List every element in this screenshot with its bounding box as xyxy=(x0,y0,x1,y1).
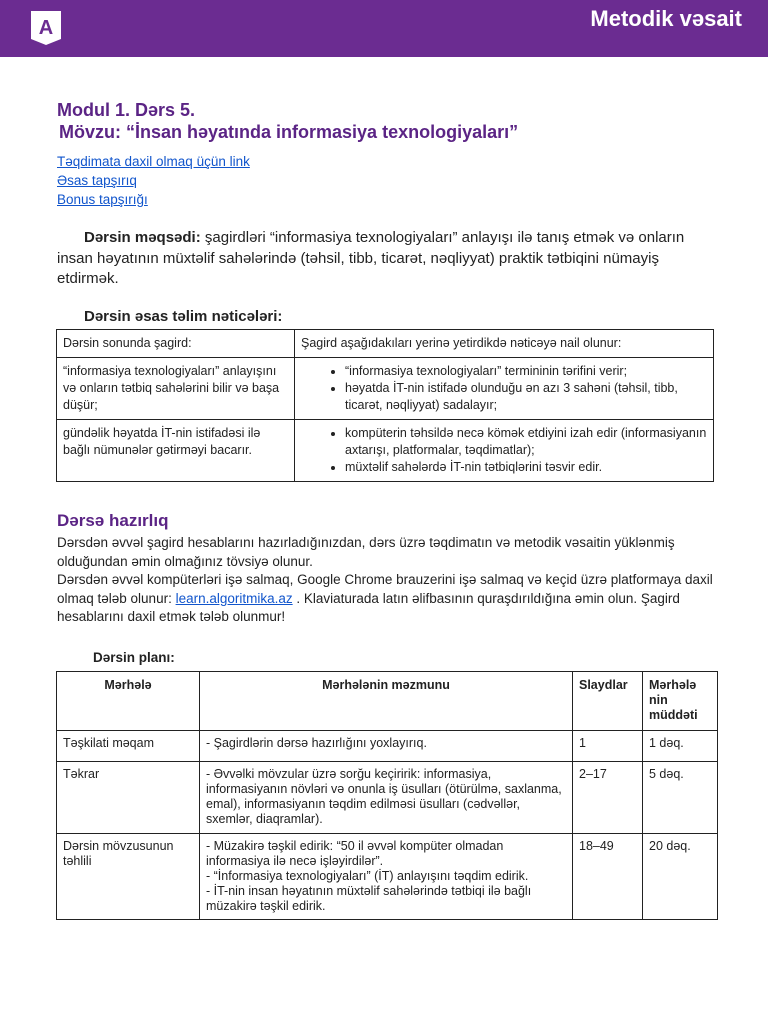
header-title: Metodik vəsait xyxy=(590,6,742,31)
goal-label: Dərsin məqsədi: xyxy=(84,229,201,246)
lesson-goal xyxy=(57,228,717,290)
content-cell: - Əvvəlki mövzular üzrə sorğu keçiririk: informasiya, informasiyanın növləri və onunla iş üsulları (ötürülmə, saxlanma, emal), informasiyanın təqdim edilməsi üsulları (cədvəllər, sxemlər, diaqramlar). xyxy=(200,762,573,834)
outcome-description: “informasiya texnologiyaları” anlayışını və onların tətbiq sahələrini bilir və başa düşür; xyxy=(57,358,295,420)
stage-cell: Dərsin mövzusunun təhlili xyxy=(57,834,200,920)
content-cell: - Şagirdlərin dərsə hazırlığını yoxlayırıq. xyxy=(200,731,573,762)
list-item: • kompüterin təhsildə necə kömək etdiyini izah edir (informasiyanın axtarışı, platformalar, təqdimatlar); xyxy=(345,425,707,459)
platform-link[interactable]: learn.algoritmika.az xyxy=(175,590,293,606)
presentation-link[interactable]: Təqdimata daxil olmaq üçün link xyxy=(57,154,250,169)
duration-cell: 1 dəq. xyxy=(643,731,718,762)
stage-cell: Təşkilati məqam xyxy=(57,731,200,762)
slides-cell: 2–17 xyxy=(573,762,643,834)
links-list xyxy=(57,152,250,209)
prep-section xyxy=(57,534,717,627)
table-header-row xyxy=(57,330,714,358)
outcome-description: gündəlik həyatda İT-nin istifadəsi ilə bağlı nümunələr gətirməyi bacarır. xyxy=(57,420,295,482)
table-row xyxy=(57,420,714,482)
content-header: Mərhələnin məzmunu xyxy=(200,672,573,731)
plan-title: Dərsin planı: xyxy=(93,650,175,665)
prep-paragraph-1: Dərsdən əvvəl şagird hesablarını hazırladığınızdan, dərs üzrə təqdimatın və metodik vəsaitin yüklənmiş olduğundan əmin olmağınız tövsiyə olunur. xyxy=(57,535,675,569)
main-task-link[interactable]: Əsas tapşırıq xyxy=(57,173,137,188)
slides-cell: 1 xyxy=(573,731,643,762)
prep-paragraph-2: Dərsdən əvvəl kompüterləri işə salmaq, Google Chrome brauzerini işə salmaq və keçid üzrə platformaya daxil olmaq tələb olunur: learn.algoritmika.az . Klaviaturada latın əlifbasının quraşdırıldığına əmin olun. Şagird hesablarını daxil etmək tələb olunmur! xyxy=(57,572,713,624)
table-header-row xyxy=(57,672,718,731)
list-item: • müxtəlif sahələrdə İT-nin tətbiqlərini təsvir edir. xyxy=(345,459,707,476)
table-row xyxy=(57,762,718,834)
content-cell: - Müzakirə təşkil edirik: “50 il əvvəl kompüter olmadan informasiya ilə necə işləyirdilər”. - “İnformasiya texnologiyaları” (İT) anlayışını təqdim edirik. - İT-nin insan həyatının müxtəlif sahələrində tətbiqi ilə bağlı müzakirə təşkil edirik. xyxy=(200,834,573,920)
list-item: • həyatda İT-nin istifadə olunduğu ən azı 3 sahəni (təhsil, tibb, ticarət, nəqliyyat) sadalayır; xyxy=(345,380,707,414)
table-row xyxy=(57,358,714,420)
duration-cell: 5 dəq. xyxy=(643,762,718,834)
table-row xyxy=(57,834,718,920)
criteria-list xyxy=(301,363,707,414)
table-row xyxy=(57,731,718,762)
slides-header: Slaydlar xyxy=(573,672,643,731)
outcomes-header-left: Dərsin sonunda şagird: xyxy=(57,330,295,358)
outcomes-table xyxy=(56,329,714,482)
svg-text:A: A xyxy=(38,17,54,39)
plan-table xyxy=(56,671,718,920)
stage-header: Mərhələ xyxy=(57,672,200,731)
algoritmika-logo-icon xyxy=(31,11,61,45)
stage-cell: Təkrar xyxy=(57,762,200,834)
outcomes-title: Dərsin əsas təlim nəticələri: xyxy=(84,308,283,325)
outcomes-header-right: Şagird aşağıdakıları yerinə yetirdikdə nəticəyə nail olunur: xyxy=(295,330,714,358)
duration-header: Mərhələ nin müddəti xyxy=(643,672,718,731)
slides-cell: 18–49 xyxy=(573,834,643,920)
page-header xyxy=(0,0,768,57)
prep-title: Dərsə hazırlıq xyxy=(57,511,169,530)
criteria-list xyxy=(301,425,707,476)
list-item: • “informasiya texnologiyaları” termininin tərifini verir; xyxy=(345,363,707,380)
module-title: Modul 1. Dərs 5. xyxy=(57,100,196,120)
module-topic: Mövzu: “İnsan həyatında informasiya texnologiyaları” xyxy=(59,122,519,142)
bonus-task-link[interactable]: Bonus tapşırığı xyxy=(57,192,148,207)
goal-text: şagirdləri “informasiya texnologiyaları” anlayışı ilə tanış etmək və onların insan həyatının müxtəlif sahələrində (təhsil, tibb, ticarət, nəqliyyat) praktik tətbiqini nümayiş etdirmək. xyxy=(57,229,685,287)
duration-cell: 20 dəq. xyxy=(643,834,718,920)
